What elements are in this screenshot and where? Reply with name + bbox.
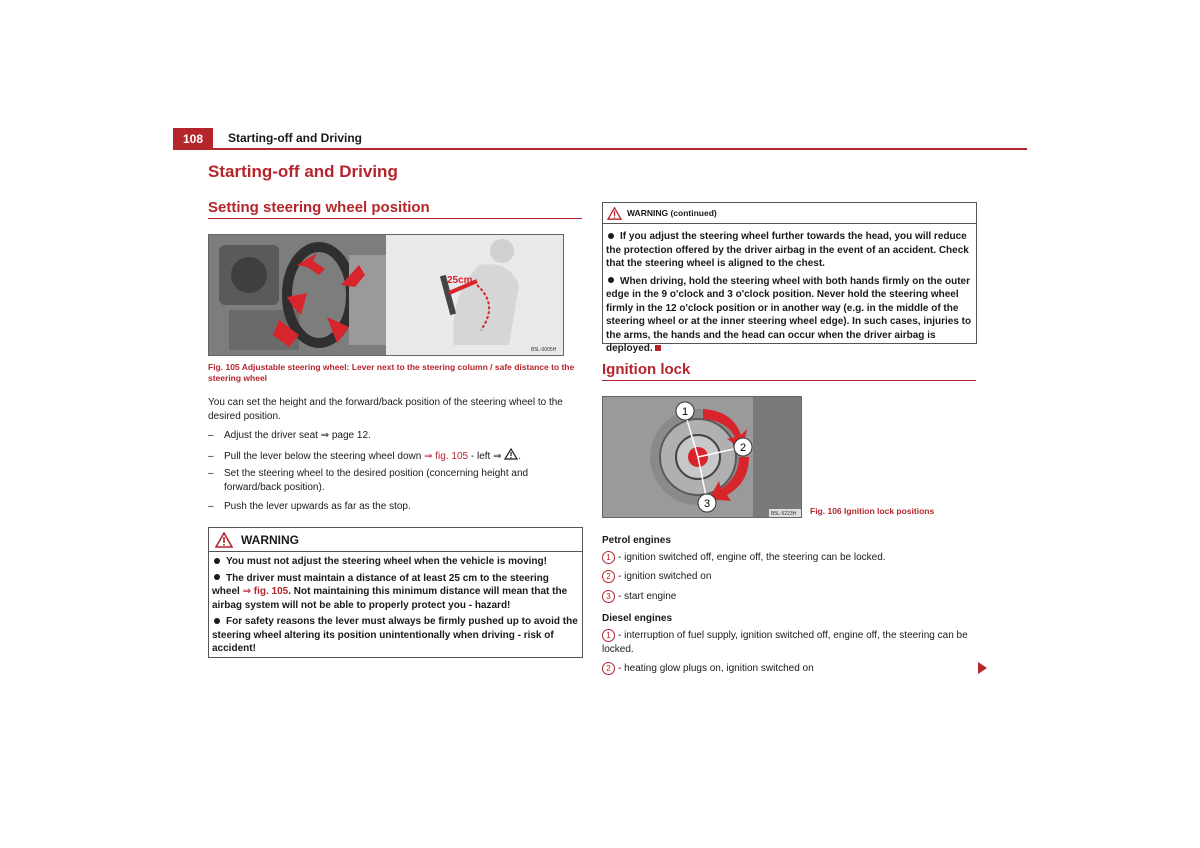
figure-code: B5L-5223H bbox=[771, 511, 797, 517]
warning-continued-title: WARNING (continued) bbox=[627, 208, 717, 218]
petrol-item-1: 1 - ignition switched off, engine off, the steering can be locked. bbox=[602, 551, 976, 565]
position-marker-2: 2 bbox=[739, 442, 747, 454]
distance-label: 25cm bbox=[447, 275, 473, 286]
step-text: Set the steering wheel to the desired position (concerning height and forward/back position). bbox=[224, 468, 529, 493]
section-rule bbox=[208, 218, 582, 219]
position-marker-3: 3 bbox=[703, 498, 711, 510]
diesel-heading: Diesel engines bbox=[602, 613, 673, 624]
fig-105-link[interactable]: ⇒ fig. 105 bbox=[424, 451, 469, 462]
step-4 bbox=[208, 500, 582, 514]
running-title: Starting-off and Driving bbox=[228, 131, 362, 145]
warning-title: WARNING bbox=[241, 532, 299, 547]
section-title-ignition: Ignition lock bbox=[602, 361, 691, 378]
page-number: 108 bbox=[173, 128, 213, 149]
step-text: Pull the lever below the steering wheel down bbox=[224, 451, 425, 462]
figure-106 bbox=[602, 396, 802, 518]
warning-triangle-icon bbox=[607, 207, 622, 220]
warning-item-2: The driver must maintain a distance of at least 25 cm to the steering wheel ⇒ fig. 105. Not maintaining this minimum distance will mean that the airbag system will not be able to properly protect you - hazard! bbox=[212, 572, 568, 611]
continue-arrow-icon[interactable] bbox=[978, 662, 987, 674]
header-rule bbox=[173, 148, 1027, 150]
step-dash: – bbox=[208, 501, 214, 512]
section-rule bbox=[602, 380, 976, 381]
fig-105-link[interactable]: ⇒ fig. 105 bbox=[242, 586, 289, 597]
steering-wheel-illustration bbox=[209, 235, 563, 355]
figure-105 bbox=[208, 234, 564, 356]
diesel-item-1: 1 - interruption of fuel supply, ignition switched off, engine off, the steering can be locked. bbox=[602, 630, 968, 655]
petrol-item-3: 3 - start engine bbox=[602, 590, 976, 604]
petrol-heading: Petrol engines bbox=[602, 535, 671, 546]
warning-item-1: You must not adjust the steering wheel when the vehicle is moving! bbox=[212, 555, 578, 569]
step-text-tail: - left ⇒ bbox=[468, 451, 505, 462]
figure-code: B5L-0005H bbox=[531, 347, 557, 353]
warning-box bbox=[208, 527, 583, 658]
step-text: Adjust the driver seat ⇒ page 12. bbox=[224, 430, 371, 441]
warning-continued-header bbox=[603, 203, 976, 224]
warning-item-3: For safety reasons the lever must always be firmly pushed up to avoid the steering wheel altering its position unintentionally when driving - risk of accident! bbox=[212, 616, 578, 654]
step-2: – Pull the lever below the steering wheel down ⇒ fig. 105 - left ⇒ . bbox=[208, 448, 582, 464]
position-marker-1: 1 bbox=[681, 406, 689, 418]
figure-105-caption: Fig. 105 Adjustable steering wheel: Lever next to the steering column / safe distance to the steering wheel bbox=[208, 362, 575, 383]
warning-continued-item-1: If you adjust the steering wheel further towards the head, you will reduce the protection offered by the driver airbag in the event of an accident. Check that the steering wheel is aligned to the chest. bbox=[606, 231, 969, 269]
step-1 bbox=[208, 429, 582, 443]
ignition-lock-illustration bbox=[603, 397, 801, 517]
intro-paragraph: You can set the height and the forward/back position of the steering wheel to the desired position. bbox=[208, 397, 563, 422]
warning-triangle-icon bbox=[504, 448, 518, 460]
section-title-steering: Setting steering wheel position bbox=[208, 199, 430, 216]
end-marker-icon bbox=[655, 345, 661, 351]
diesel-item-2: 2 - heating glow plugs on, ignition switched on bbox=[602, 662, 976, 676]
figure-106-caption: Fig. 106 Ignition lock positions bbox=[810, 506, 935, 516]
step-3 bbox=[208, 467, 582, 494]
step-text: Push the lever upwards as far as the stop. bbox=[224, 501, 411, 512]
chapter-title: Starting-off and Driving bbox=[208, 162, 398, 181]
warning-continued-item-2: When driving, hold the steering wheel with both hands firmly on the outer edge in the 9 o'clock and 3 o'clock position. Never hold the steering wheel firmly in the 12 o'clock position or in another way (e.g. in the middle of the steering wheel or at the inner steering wheel edge). In such cases, injuries to the arms, the hands and the head can occur when the driver airbag is deployed. bbox=[606, 275, 972, 354]
petrol-item-2: 2 - ignition switched on bbox=[602, 570, 976, 584]
warning-header bbox=[209, 528, 582, 552]
step-dash: – bbox=[208, 451, 214, 462]
step-dash: – bbox=[208, 468, 214, 479]
warning-continued-box bbox=[602, 202, 977, 354]
step-dash: – bbox=[208, 430, 214, 441]
warning-triangle-icon bbox=[215, 532, 233, 548]
